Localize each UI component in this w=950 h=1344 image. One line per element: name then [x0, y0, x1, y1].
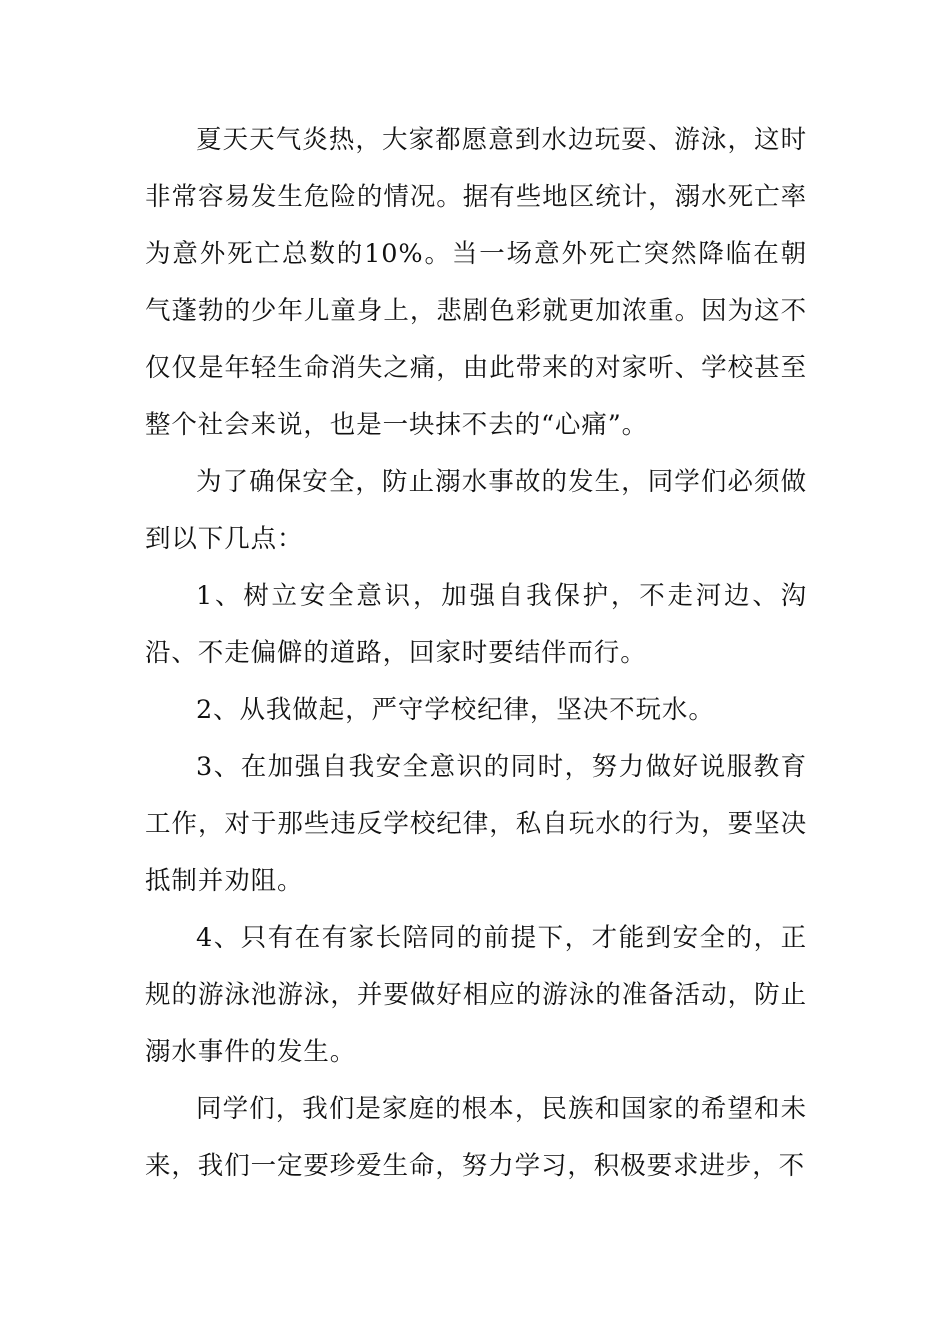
paragraph-closing: 同学们，我们是家庭的根本，民族和国家的希望和未来，我们一定要珍爱生命，努力学习，积极要求进步，不: [145, 1094, 807, 1181]
paragraph-requirements: 为了确保安全，防止溺水事故的发生，同学们必须做到以下几点：: [145, 467, 807, 554]
paragraph-intro: 夏天天气炎热，大家都愿意到水边玩耍、游泳，这时非常容易发生危险的情况。据有些地区统计，溺水死亡率为意外死亡总数的10%。当一场意外死亡突然降临在朝气蓬勃的少年儿童身上，悲剧色彩就更加浓重。因为这不仅仅是年轻生命消失之痛，由此带来的对家听、学校甚至整个社会来说，也是一块抹不去的“心痛”。: [145, 125, 807, 440]
paragraph-point-3: 3、在加强自我安全意识的同时，努力做好说服教育工作，对于那些违反学校纪律，私自玩水的行为，要坚决抵制并劝阻。: [145, 752, 807, 896]
paragraph-point-2: 2、从我做起，严守学校纪律，坚决不玩水。: [196, 695, 715, 725]
paragraph-point-4: 4、只有在有家长陪同的前提下，才能到安全的，正规的游泳池游泳，并要做好相应的游泳的准备活动，防止溺水事件的发生。: [145, 923, 807, 1067]
paragraph-point-1: 1、树立安全意识，加强自我保护，不走河边、沟沿、不走偏僻的道路，回家时要结伴而行。: [145, 581, 807, 668]
document-body: [145, 112, 807, 1195]
